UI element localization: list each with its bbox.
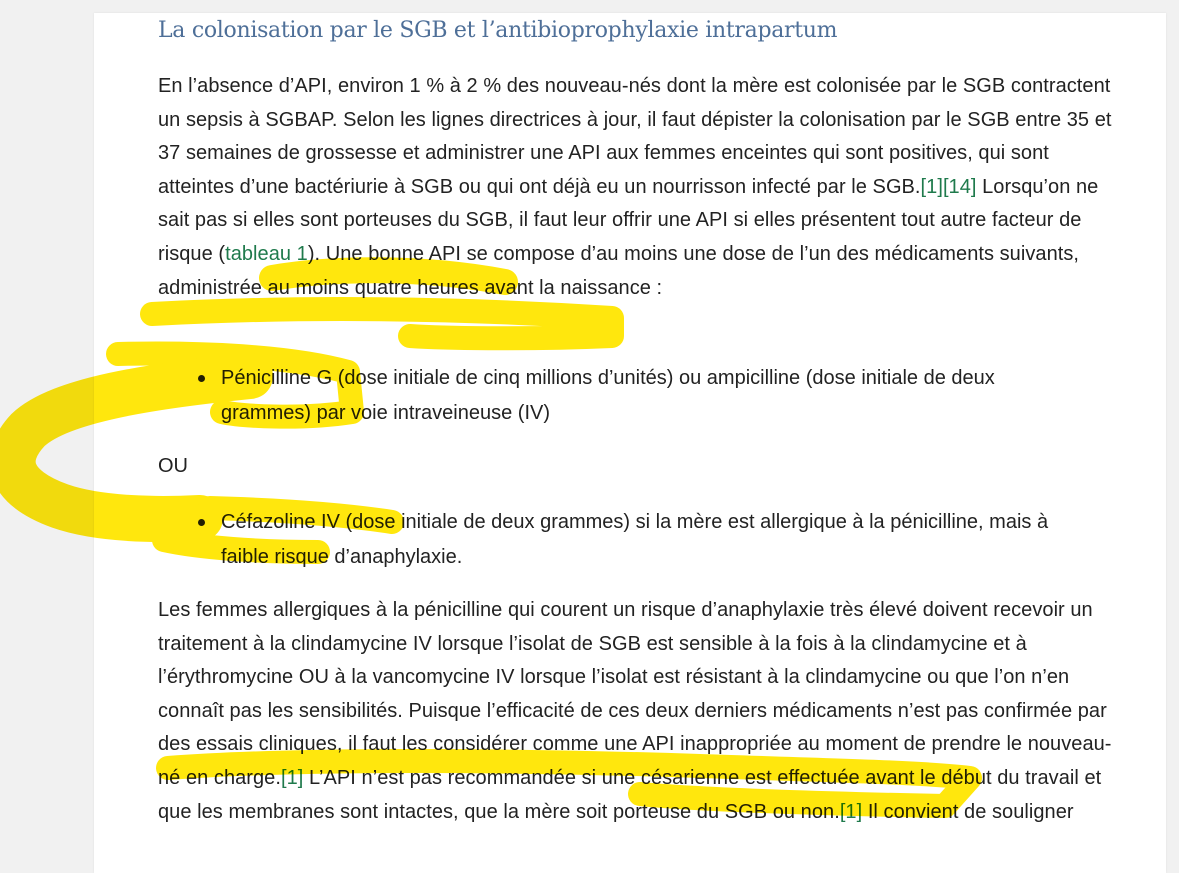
list-item-cefazolin: Céfazoline IV (dose initiale de deux grammes) si la mère est allergique à la pénicilline, mais à faible risque d’anaphylaxie. [221, 511, 1049, 568]
paragraph-text: Lorsqu’on ne sait pas si elles sont porteuses du SGB, il faut leur offrir une API si elles présentent tout autre facteur de risque ( [158, 175, 1099, 265]
table-1-link[interactable]: tableau 1 [225, 242, 308, 265]
paragraph-text: ). Une bonne API se compose d’au moins une dose de l’un des médicaments suivants, administrée au moins quatre heures avant la naissance : [158, 242, 1080, 299]
bullet-marker [198, 375, 205, 382]
section-heading: La colonisation par le SGB et l’antibioprophylaxie intrapartum [158, 18, 838, 43]
reference-link-1[interactable]: [1] [839, 800, 863, 823]
paragraph-text: Les femmes allergiques à la pénicilline qui courent un risque d’anaphylaxie très élevé doivent recevoir un traitement à la clindamycine IV lorsque l’isolat de SGB est sensible à la fois à la clindamycine et à l’érythromycine OU à la vancomycine IV lorsque l’isolat est résistant à la clindamycine ou que l’on n’en connaît pas les sensibilités. Puisque l’efficacité de ces deux derniers médicaments n’est pas confirmée par des essais cliniques, il faut les considérer comme une API inappropriée au moment de prendre le nouveau-né en charge. [158, 599, 1112, 789]
list-item-penicillin: Pénicilline G (dose initiale de cinq millions d’unités) ou ampicilline (dose initiale de deux grammes) par voie intraveineuse (IV) [221, 367, 995, 424]
bullet-marker [198, 519, 205, 526]
paragraph-text: Il convient de souligner [862, 800, 1074, 823]
separator-ou: OU [158, 455, 188, 477]
paragraph-text: En l’absence d’API, environ 1 % à 2 % des nouveau-nés dont la mère est colonisée par le SGB contractent un sepsis à SGBAP. Selon les lignes directrices à jour, il faut dépister la colonisation par le SGB entre 35 et 37 semaines de grossesse et administrer une API aux femmes enceintes qui sont positives, qui sont atteintes d’une bactériurie à SGB ou qui ont déjà eu un nourrisson infecté par le SGB. [158, 75, 1112, 198]
reference-link-1[interactable]: [1] [280, 766, 304, 789]
paragraph-intro [158, 70, 1118, 305]
reference-link-1[interactable]: [1] [920, 175, 943, 198]
paragraph-text: L’API n’est pas recommandée si une césarienne est effectuée avant le début du travail et que les membranes sont intactes, que la mère soit porteuse du SGB ou non. [158, 766, 1102, 823]
reference-link-14[interactable]: [14] [942, 175, 977, 198]
article-page [94, 13, 1166, 873]
paragraph-allergy [158, 594, 1118, 829]
